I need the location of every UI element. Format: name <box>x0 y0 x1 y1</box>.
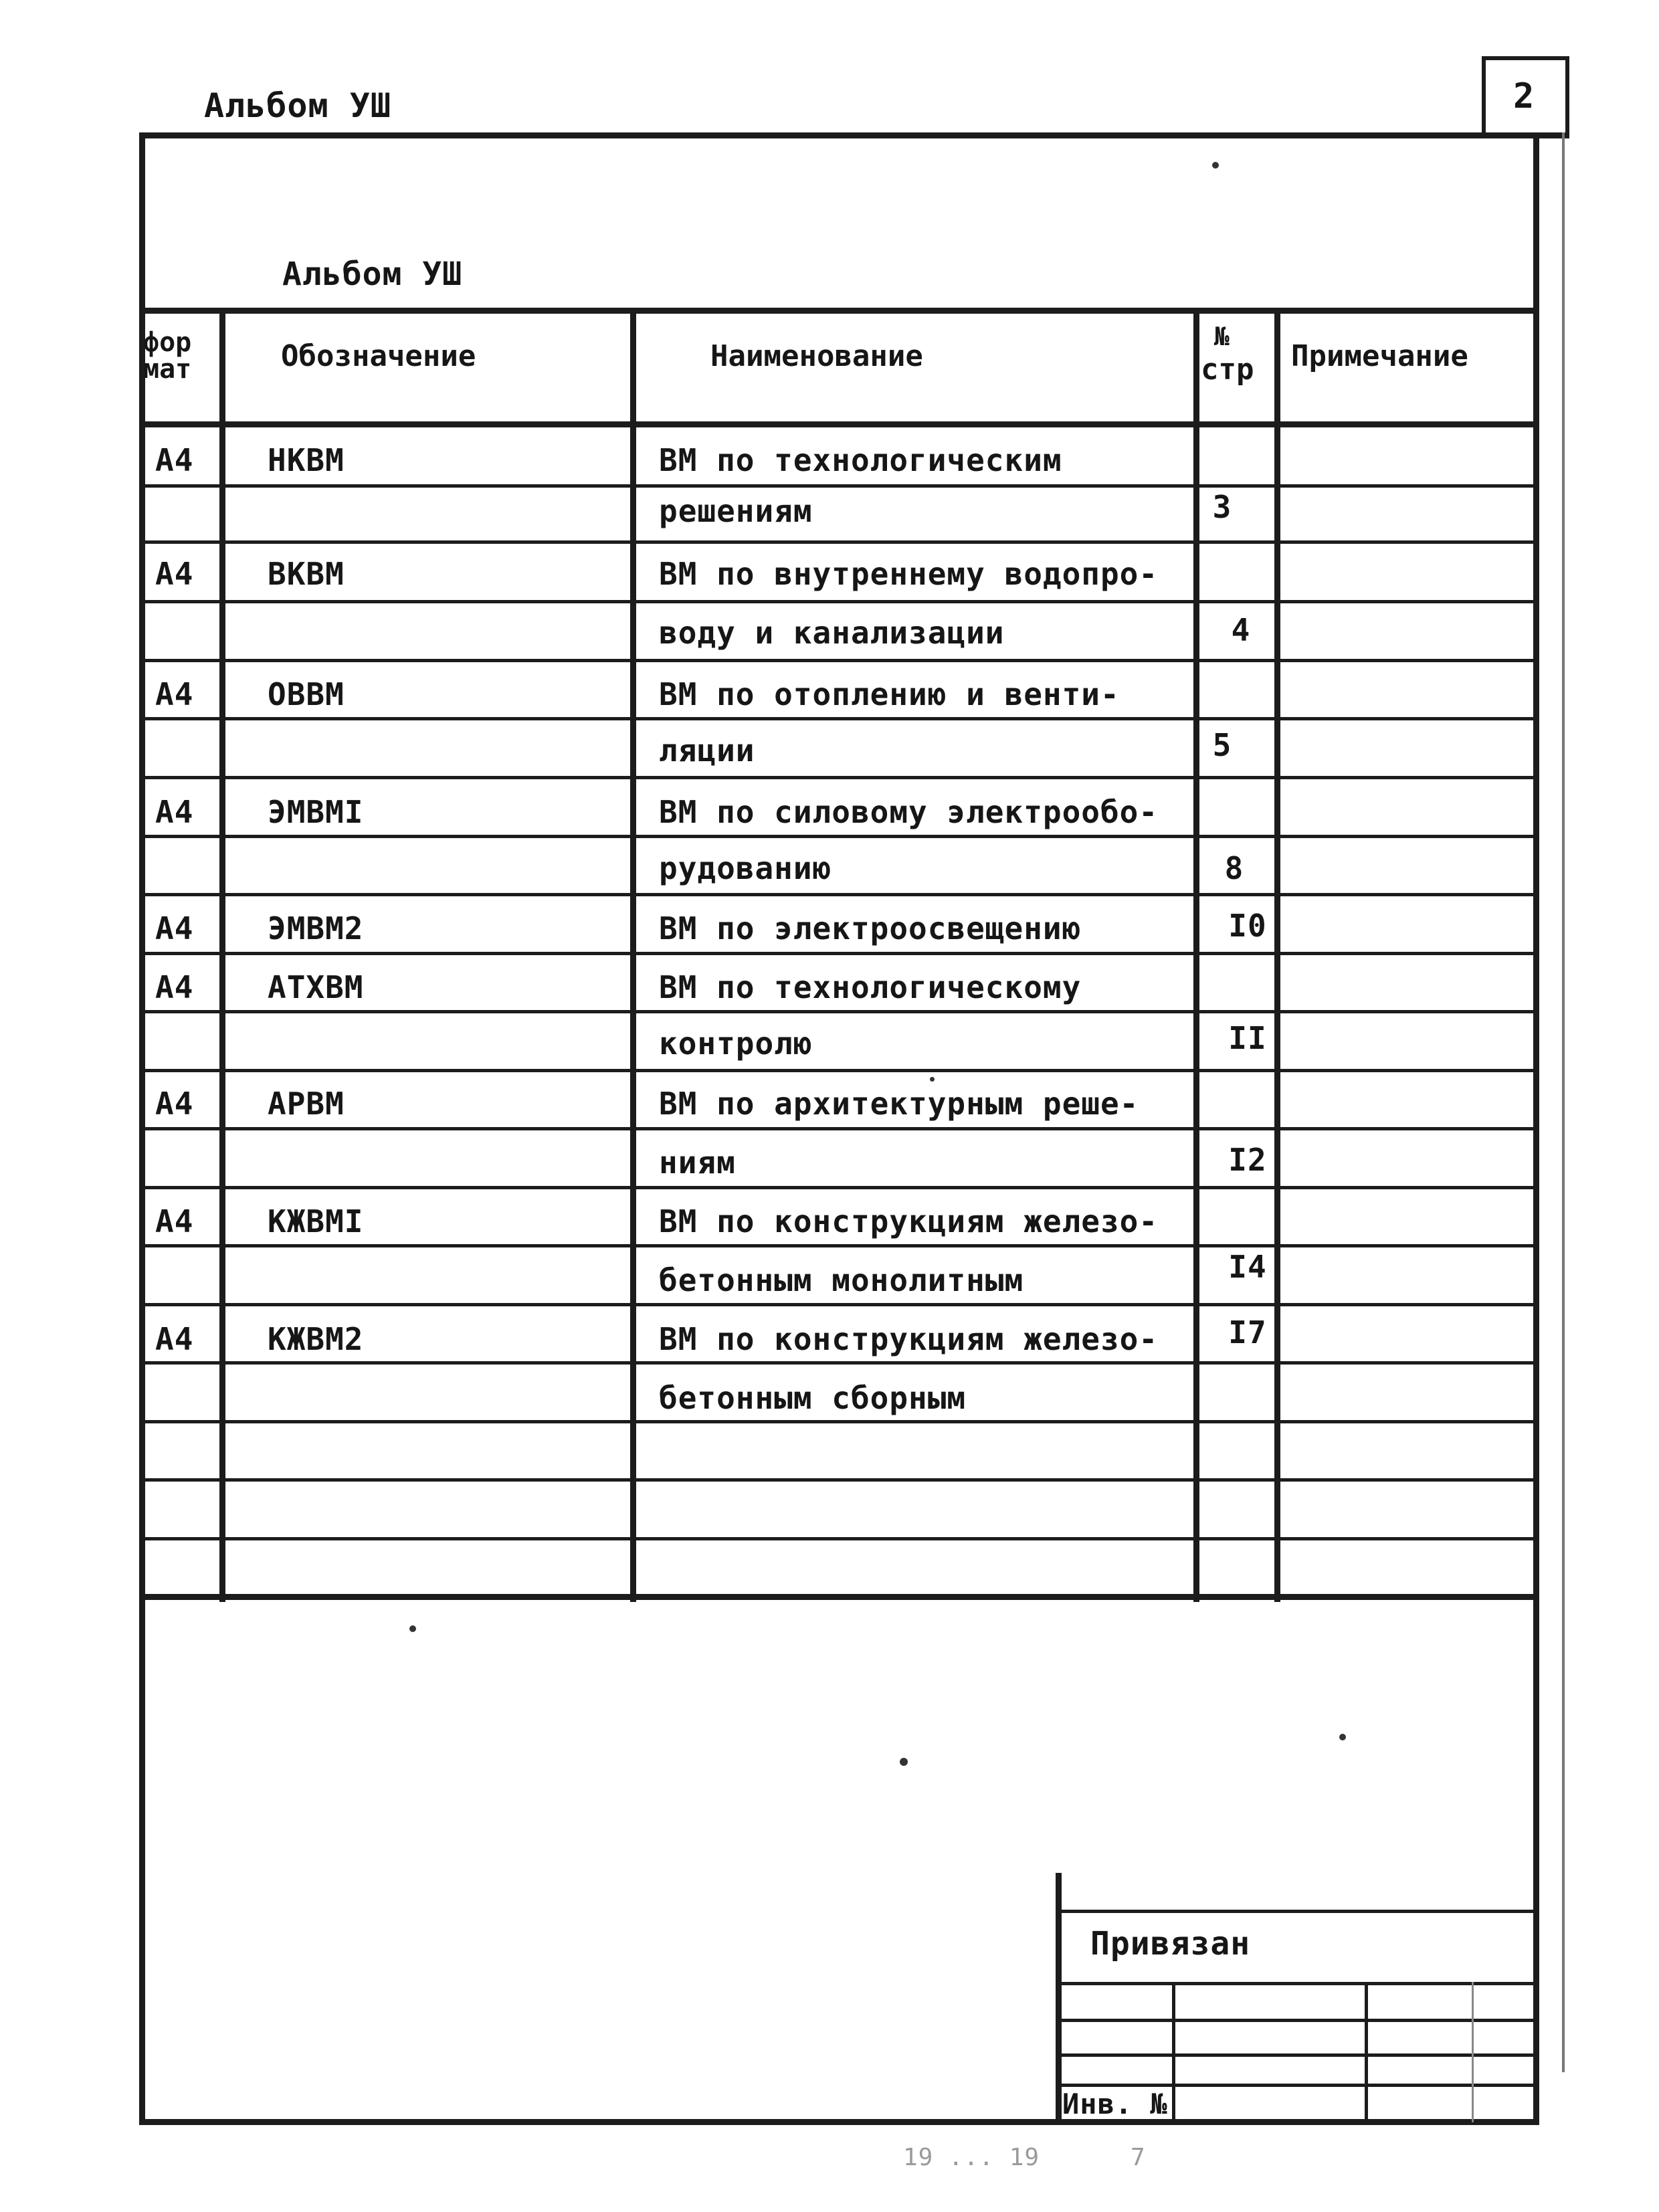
table-bottom-line <box>139 1594 1539 1600</box>
row-designation: ЭМВМI <box>268 794 364 830</box>
page-number: 2 <box>1513 76 1535 116</box>
stamp-col-line <box>1365 1982 1368 2122</box>
row-format: А4 <box>155 969 194 1005</box>
stamp-line <box>1056 2019 1533 2022</box>
row-name: ниям <box>659 1144 736 1181</box>
row-page: I7 <box>1228 1314 1267 1350</box>
row-line <box>139 1244 1539 1247</box>
row-format: А4 <box>155 556 194 592</box>
row-designation: ОВВМ <box>268 676 345 712</box>
stamp-col-line <box>1172 1982 1175 2122</box>
row-name: ВМ по силовому электрообо- <box>659 794 1159 830</box>
row-designation: АРВМ <box>268 1086 345 1122</box>
header-page-l1: № <box>1214 322 1230 351</box>
row-designation: АТХВМ <box>268 969 364 1005</box>
row-line <box>139 835 1539 838</box>
row-line <box>139 600 1539 603</box>
row-line <box>139 952 1539 955</box>
scan-speck <box>409 1625 416 1632</box>
top-title: Альбом УШ <box>204 86 391 125</box>
header-format-l2: мат <box>143 354 192 385</box>
frame-top <box>139 132 1569 138</box>
row-page: I0 <box>1228 908 1267 944</box>
row-designation: ВКВМ <box>268 556 345 592</box>
row-page: 4 <box>1231 612 1251 648</box>
stamp-line <box>1056 2053 1533 2057</box>
row-line <box>139 1127 1539 1130</box>
row-format: А4 <box>155 794 194 830</box>
row-format: А4 <box>155 1086 194 1122</box>
row-line <box>139 540 1539 544</box>
row-line <box>139 1303 1539 1306</box>
row-line <box>139 717 1539 720</box>
row-designation: ЭМВМ2 <box>268 910 364 946</box>
col-divider-page <box>1274 308 1280 1602</box>
row-format: А4 <box>155 910 194 946</box>
stamp-col-line <box>1472 1982 1474 2122</box>
header-note: Примечание <box>1291 339 1468 373</box>
row-line <box>139 659 1539 662</box>
row-name: бетонным сборным <box>659 1380 967 1416</box>
scan-speck <box>1339 1734 1346 1740</box>
col-divider-designation <box>630 308 636 1602</box>
row-line <box>139 484 1539 488</box>
stamp-top-line <box>1056 1910 1533 1913</box>
row-name: ВМ по технологическому <box>659 969 1082 1005</box>
col-divider-format <box>219 308 225 1602</box>
row-name: ВМ по внутреннему водопро- <box>659 556 1159 592</box>
inner-title: Альбом УШ <box>282 256 463 293</box>
page-number-box-left <box>1482 56 1486 135</box>
row-format: А4 <box>155 1321 194 1357</box>
row-name: ВМ по отоплению и венти- <box>659 676 1120 712</box>
row-line <box>139 1537 1539 1540</box>
row-line <box>139 1069 1539 1072</box>
row-page: 8 <box>1224 850 1244 886</box>
row-page: I4 <box>1228 1249 1267 1285</box>
row-page: 3 <box>1212 489 1232 525</box>
row-name: ВМ по электроосвещению <box>659 910 1082 946</box>
row-name: решениям <box>659 493 813 529</box>
row-designation: НКВМ <box>268 442 345 478</box>
row-line <box>139 776 1539 779</box>
row-format: А4 <box>155 442 194 478</box>
row-page: 5 <box>1212 727 1232 763</box>
row-name: ВМ по технологическим <box>659 442 1062 478</box>
row-format: А4 <box>155 676 194 712</box>
stamp-line <box>1056 1982 1533 1985</box>
header-bottom-line <box>139 421 1539 427</box>
row-designation: КЖВМ2 <box>268 1321 364 1357</box>
row-name: воду и канализации <box>659 615 1005 651</box>
row-name: рудованию <box>659 850 832 886</box>
row-name: ляции <box>659 732 755 769</box>
row-line <box>139 1420 1539 1423</box>
footer-code: 19 ... 19 <box>903 2144 1040 2171</box>
row-page: I2 <box>1228 1142 1267 1178</box>
row-name: ВМ по конструкциям железо- <box>659 1203 1159 1239</box>
row-line <box>139 1010 1539 1013</box>
row-line <box>139 1478 1539 1482</box>
stamp-bound-label: Привязан <box>1090 1925 1251 1963</box>
page-number-box-top <box>1482 56 1569 60</box>
frame-right-outer <box>1562 132 1565 2072</box>
page-number-box-right <box>1565 56 1569 135</box>
row-line <box>139 1361 1539 1365</box>
row-format: А4 <box>155 1203 194 1239</box>
row-name: ВМ по архитектурным реше- <box>659 1086 1139 1122</box>
row-name: контролю <box>659 1025 813 1062</box>
row-line <box>139 1186 1539 1189</box>
header-designation: Обозначение <box>281 339 476 373</box>
header-format-l1: фор <box>143 327 192 358</box>
row-page: II <box>1228 1020 1267 1056</box>
row-name: ВМ по конструкциям железо- <box>659 1321 1159 1357</box>
row-line <box>139 893 1539 896</box>
scan-speck <box>1212 162 1219 169</box>
footer-mark: 7 <box>1131 2144 1146 2171</box>
header-page-l2: стр <box>1201 353 1254 387</box>
header-name: Наименование <box>710 339 923 373</box>
row-designation: КЖВМI <box>268 1203 364 1239</box>
table-top-line <box>139 308 1539 314</box>
frame-bottom <box>139 2119 1539 2125</box>
scan-speck <box>930 1077 935 1082</box>
stamp-inventory-label: Инв. № <box>1062 2088 1168 2120</box>
row-name: бетонным монолитным <box>659 1262 1024 1298</box>
scan-speck <box>900 1758 908 1766</box>
